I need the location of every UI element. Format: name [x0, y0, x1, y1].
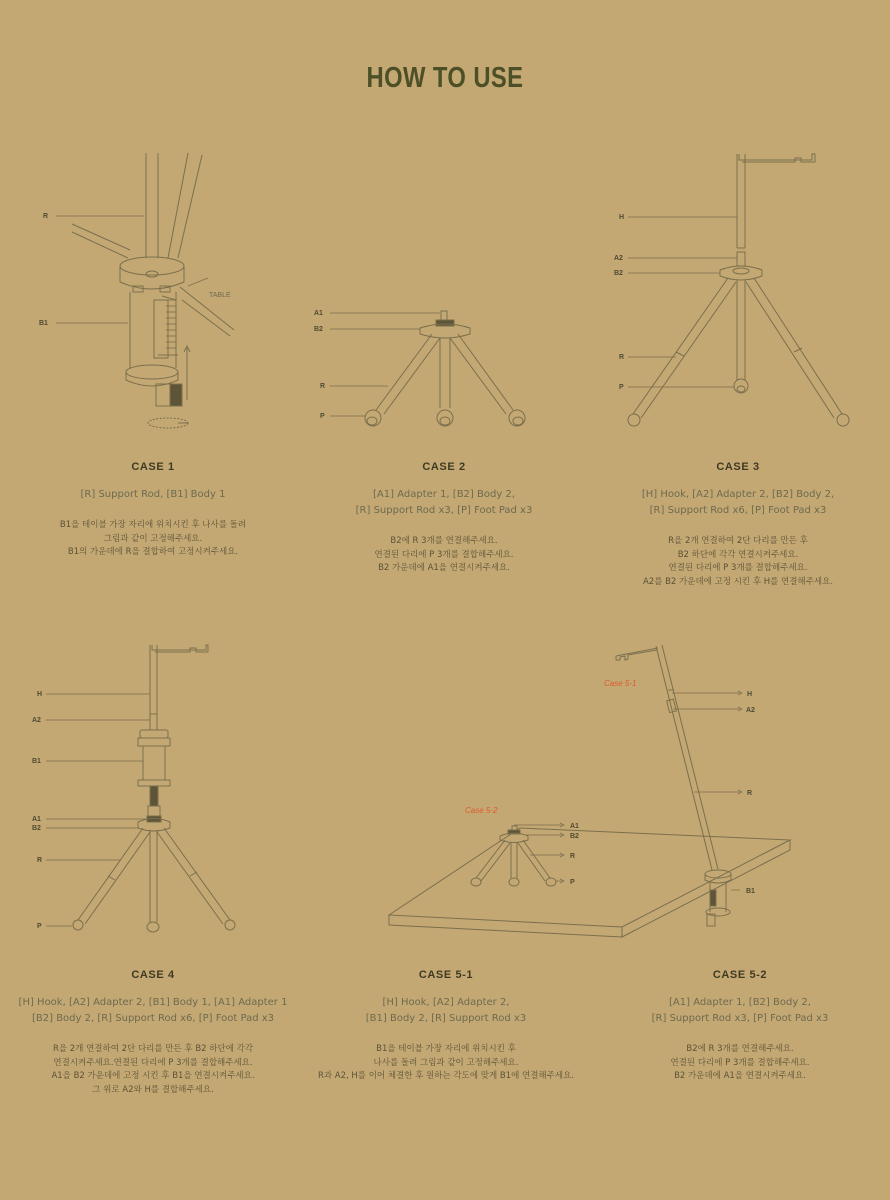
- case-description-line: A1을 B2 가운데에 고정 시킨 후 B1을 연결시켜주세요.: [51, 1071, 255, 1081]
- case-heading: CASE 1: [131, 461, 175, 473]
- case-parts-line: [R] Support Rod x6, [P] Foot Pad x3: [649, 505, 827, 516]
- case4-diagram: [46, 645, 235, 932]
- case-parts: [590, 487, 886, 519]
- case-parts-line: [R] Support Rod x3, [P] Foot Pad x3: [355, 505, 533, 516]
- label-case2-a1: A1: [314, 310, 323, 317]
- case-parts-line: [R] Support Rod x3, [P] Foot Pad x3: [651, 1013, 829, 1024]
- label-case5-b1: B1: [746, 888, 755, 895]
- case-heading: CASE 4: [131, 969, 175, 981]
- case-parts: [5, 995, 301, 1027]
- page-title: HOW TO USE: [366, 62, 524, 94]
- case-parts: [296, 487, 592, 519]
- label-case1-r: R: [43, 213, 49, 220]
- case-description-line: B1을 테이블 가장 자리에 위치시킨 후: [376, 1044, 516, 1054]
- case-parts-line: [A1] Adapter 1, [B2] Body 2,: [373, 489, 515, 500]
- case-description-line: A2를 B2 가운데에 고정 시킨 후 H를 연결해주세요.: [642, 576, 834, 587]
- case-parts-line: [R] Support Rod, [B1] Body 1: [80, 489, 226, 500]
- case-description: [5, 1043, 301, 1097]
- label-case4-a1: A1: [32, 816, 41, 823]
- label-case3-b2: B2: [614, 270, 623, 277]
- case-description-line: 그 위로 A2와 H를 결합해주세요.: [92, 1084, 214, 1095]
- case-description-line: B2 하단에 각각 연결시켜주세요.: [677, 549, 799, 560]
- case-description-line: B1의 가운데에 R을 결합하여 고정시켜주세요.: [67, 547, 239, 557]
- tag-case-5-1: Case 5-1: [604, 679, 637, 688]
- label-case5-a2: A2: [746, 707, 755, 714]
- case-5-1-block: [298, 969, 594, 1084]
- label-case5-b2: B2: [570, 833, 579, 840]
- case-parts-line: [B2] Body 2, [R] Support Rod x6, [P] Foot Pad x3: [31, 1013, 275, 1024]
- case-5-2-block: [592, 969, 888, 1084]
- case-parts: [298, 995, 594, 1027]
- case-description-line: R을 2개 연결하여 2단 다리를 만든 후: [668, 536, 808, 546]
- label-case4-b1: B1: [32, 758, 41, 765]
- case-heading: CASE 5-1: [418, 969, 474, 981]
- label-case3-r: R: [619, 354, 625, 361]
- case-parts-line: [H] Hook, [A2] Adapter 2,: [382, 997, 510, 1008]
- case-description: [298, 1043, 594, 1084]
- label-case5-a1: A1: [570, 823, 579, 830]
- case-description-line: B2 가운데에 A1을 연결시켜주세요.: [674, 1071, 806, 1081]
- label-case5-p: P: [570, 879, 575, 886]
- case-description-line: B2 가운데에 A1을 연결시켜주세요.: [378, 563, 510, 573]
- case-description-line: B1을 테이블 가장 자리에 위치시킨 후 나사를 돌려: [59, 520, 247, 530]
- label-case2-p: P: [320, 413, 325, 420]
- case-description-line: 연결된 다리에 P 3개를 결합해주세요.: [374, 549, 514, 560]
- label-case2-b2: B2: [314, 326, 323, 333]
- label-case3-h: H: [619, 214, 625, 221]
- label-case5-h: H: [747, 691, 753, 698]
- case-parts: [592, 995, 888, 1027]
- label-case4-r: R: [37, 857, 43, 864]
- case-description-line: 연결된 다리에 P 3개를 결합해주세요.: [668, 563, 808, 573]
- case-3-block: [590, 461, 886, 589]
- case-parts-line: [B1] Body 2, [R] Support Rod x3: [365, 1013, 527, 1024]
- case-heading: CASE 3: [716, 461, 760, 473]
- case-description: [592, 1043, 888, 1084]
- case-description-line: 그림과 같이 고정해주세요.: [103, 533, 203, 544]
- case-description: [5, 519, 301, 560]
- case2-diagram: [330, 311, 525, 426]
- label-case4-a2: A2: [32, 717, 41, 724]
- label-case1-table: TABLE: [209, 292, 231, 299]
- case-description-line: R과 A2, H를 이어 체결한 후 원하는 각도에 맞게 B1에 연결해주세요.: [317, 1071, 575, 1081]
- case-parts-line: [H] Hook, [A2] Adapter 2, [B2] Body 2,: [641, 489, 835, 500]
- label-case1-b1: B1: [39, 320, 48, 327]
- case-parts-line: [H] Hook, [A2] Adapter 2, [B1] Body 1, [A1] Adapter 1: [18, 997, 288, 1008]
- label-case5-r: R: [747, 790, 753, 797]
- label-case4-p: P: [37, 923, 42, 930]
- case-parts-line: [A1] Adapter 1, [B2] Body 2,: [669, 997, 811, 1008]
- case-description-line: 나사를 돌려 그림과 같이 고정해주세요.: [373, 1057, 519, 1068]
- case-heading: CASE 5-2: [712, 969, 768, 981]
- case3-diagram: [628, 154, 849, 426]
- label-case5-r2: R: [570, 853, 576, 860]
- case-2-block: [296, 461, 592, 576]
- label-case2-r: R: [320, 383, 326, 390]
- case-parts: [5, 487, 301, 503]
- label-case3-p: P: [619, 384, 624, 391]
- case-description-line: R을 2개 연결하여 2단 다리를 만든 후 B2 하단에 각각: [52, 1044, 254, 1054]
- case-1-block: [5, 461, 301, 560]
- case-description-line: B2에 R 3개를 연결해주세요.: [390, 536, 498, 546]
- label-case4-h: H: [37, 691, 43, 698]
- label-case4-b2: B2: [32, 825, 41, 832]
- case-description-line: 연결시켜주세요.연결된 다리에 P 3개를 결합해주세요.: [53, 1057, 253, 1068]
- case-4-block: [5, 969, 301, 1097]
- label-case3-a2: A2: [614, 255, 623, 262]
- case-heading: CASE 2: [422, 461, 466, 473]
- case5-diagram: [389, 645, 790, 937]
- tag-case-5-2: Case 5-2: [465, 806, 498, 815]
- case-description: [590, 535, 886, 589]
- case1-diagram: [56, 153, 234, 428]
- case-description-line: 연결된 다리에 P 3개를 결합해주세요.: [670, 1057, 810, 1068]
- case-description: [296, 535, 592, 576]
- case-description-line: B2에 R 3개를 연결해주세요.: [686, 1044, 794, 1054]
